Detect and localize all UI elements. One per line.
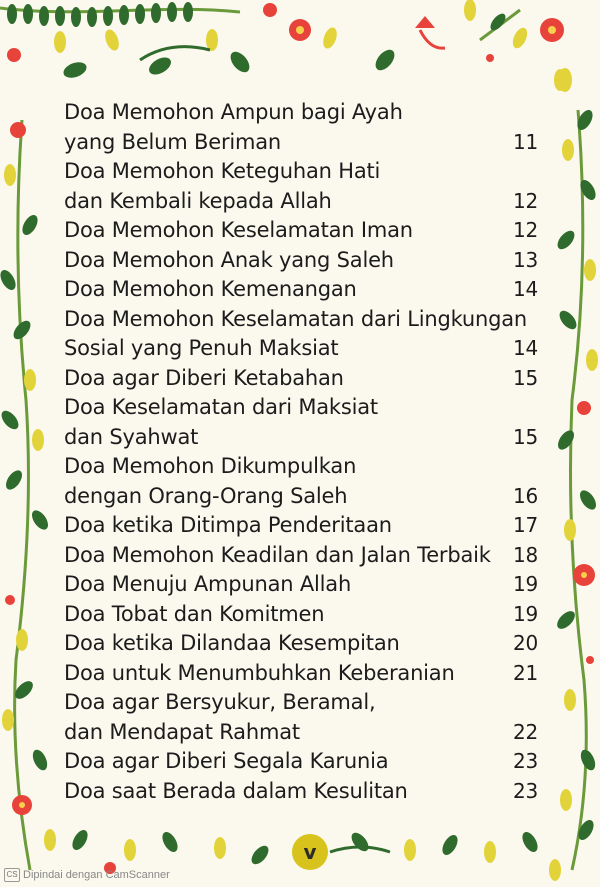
toc-entry	[64, 659, 544, 689]
toc-line	[64, 128, 544, 158]
toc-line	[64, 98, 544, 128]
toc-line	[64, 600, 544, 630]
toc-entry-title: yang Belum Beriman	[64, 129, 282, 154]
toc-entry-page: 13	[512, 247, 538, 272]
toc-line	[64, 452, 544, 482]
toc-entry-title: dan Mendapat Rahmat	[64, 719, 300, 744]
toc-entry	[64, 629, 544, 659]
toc-entry-page: 12	[512, 188, 538, 213]
toc-entry-title: Doa agar Bersyukur, Beramal,	[64, 690, 376, 714]
toc-line	[64, 511, 544, 541]
toc-entry-page: 19	[512, 572, 538, 596]
toc-entry	[64, 777, 544, 807]
toc-line	[64, 541, 544, 571]
toc-entry-title: Doa untuk Menumbuhkan Keberanian	[64, 660, 455, 685]
toc-entry-page: 15	[512, 424, 538, 449]
toc-entry-title: Doa Memohon Keadilan dan Jalan Terbaik	[64, 542, 491, 567]
toc-entry-title: Doa Memohon Kemenangan	[64, 277, 357, 301]
toc-entry-page: 23	[512, 778, 538, 803]
toc-entry-title: Doa Menuju Ampunan Allah	[64, 572, 352, 596]
toc-line	[64, 305, 544, 335]
toc-line	[64, 334, 544, 364]
toc-entry-page: 19	[512, 601, 538, 626]
toc-entry	[64, 216, 544, 246]
toc-entry	[64, 393, 544, 452]
toc-entry	[64, 246, 544, 276]
toc-entry	[64, 364, 544, 394]
toc-entry	[64, 688, 544, 747]
toc-entry-title: Doa Memohon Keselamatan dari Lingkungan	[64, 306, 528, 331]
scanner-watermark	[4, 868, 170, 882]
toc-entry	[64, 452, 544, 511]
toc-entry-title: Doa Memohon Keteguhan Hati	[64, 159, 381, 183]
toc-entry-title: Doa saat Berada dalam Kesulitan	[64, 778, 408, 803]
toc-entry-title: Doa ketika Dilandaa Kesempitan	[64, 631, 400, 655]
toc-entry-title: Doa Memohon Dikumpulkan	[64, 454, 357, 478]
toc-entry	[64, 570, 544, 600]
toc-entry-title: Doa Memohon Keselamatan Iman	[64, 218, 413, 242]
page-number: v	[303, 840, 317, 864]
toc-entry	[64, 305, 544, 364]
toc-entry-page: 23	[512, 749, 538, 773]
toc-line	[64, 393, 544, 423]
toc-entry-title: Doa agar Diberi Ketabahan	[64, 365, 344, 390]
toc-line	[64, 246, 544, 276]
toc-entry-page: 16	[512, 483, 538, 508]
toc-entry-page: 14	[512, 336, 538, 360]
toc-line	[64, 423, 544, 453]
toc-line	[64, 570, 544, 600]
toc-entry-title: Doa ketika Ditimpa Penderitaan	[64, 513, 392, 537]
toc-entry-title: dan Kembali kepada Allah	[64, 188, 332, 213]
toc-line	[64, 157, 544, 187]
toc-line	[64, 777, 544, 807]
toc-entry-title: dan Syahwat	[64, 424, 199, 449]
toc-entry-title: Sosial yang Penuh Maksiat	[64, 336, 339, 360]
toc-entry-page: 11	[512, 129, 538, 154]
toc-line	[64, 718, 544, 748]
toc-entry-page: 21	[512, 660, 538, 685]
toc-entry-title: Doa Keselamatan dari Maksiat	[64, 395, 378, 419]
page-number-badge	[292, 834, 328, 870]
toc-entry-title: Doa Tobat dan Komitmen	[64, 601, 325, 626]
toc-entry-page: 22	[512, 719, 538, 744]
toc-line	[64, 216, 544, 246]
toc-entry-page: 14	[512, 277, 538, 301]
toc-line	[64, 187, 544, 217]
table-of-contents	[64, 98, 544, 806]
toc-entry-page: 20	[512, 631, 538, 655]
toc-line	[64, 747, 544, 777]
toc-line	[64, 629, 544, 659]
toc-entry	[64, 747, 544, 777]
toc-entry-title: dengan Orang-Orang Saleh	[64, 483, 348, 508]
toc-entry	[64, 157, 544, 216]
camscanner-logo: CS	[4, 868, 20, 882]
toc-line	[64, 364, 544, 394]
toc-entry	[64, 275, 544, 305]
toc-entry	[64, 511, 544, 541]
toc-entry-title: Doa agar Diberi Segala Karunia	[64, 749, 389, 773]
toc-entry-page: 17	[512, 513, 538, 537]
toc-entry	[64, 600, 544, 630]
toc-entry	[64, 98, 544, 157]
toc-entry-title: Doa Memohon Ampun bagi Ayah	[64, 100, 403, 124]
toc-entry-page: 15	[512, 365, 538, 390]
toc-entry-page: 12	[512, 218, 538, 242]
watermark-text: Dipindai dengan CamScanner	[23, 869, 170, 881]
toc-line	[64, 659, 544, 689]
toc-entry-title: Doa Memohon Anak yang Saleh	[64, 247, 394, 272]
toc-entry-page: 18	[512, 542, 538, 567]
toc-entry	[64, 541, 544, 571]
toc-line	[64, 275, 544, 305]
toc-line	[64, 688, 544, 718]
toc-line	[64, 482, 544, 512]
